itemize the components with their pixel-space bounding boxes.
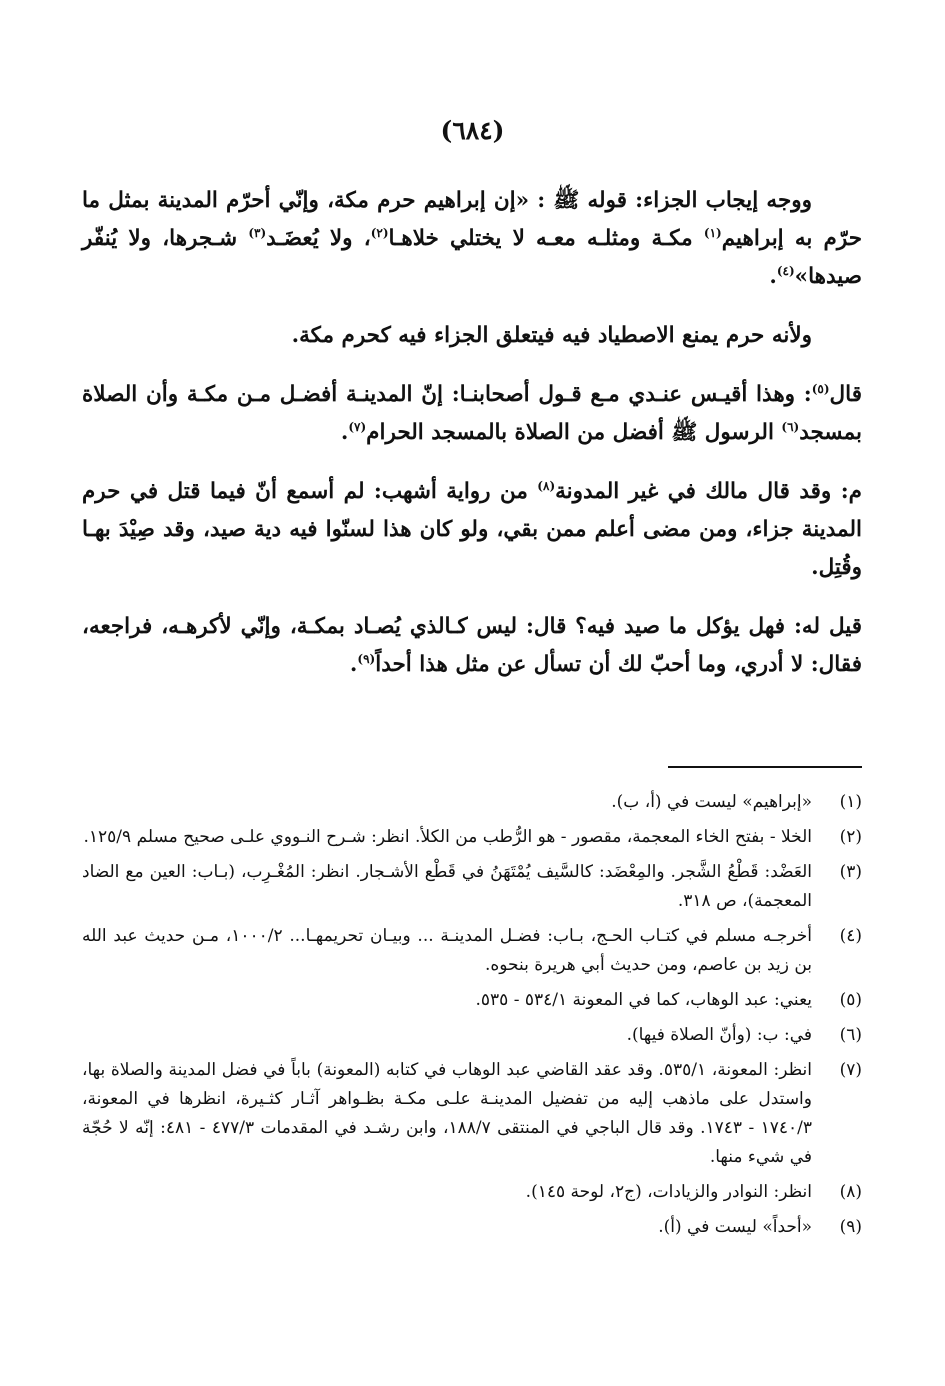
paragraph (82, 182, 862, 296)
footnote-item (82, 788, 862, 817)
footnote-ref[interactable]: (٥) (811, 381, 830, 396)
paragraph (82, 376, 862, 452)
page-number: (٦٨٤) (440, 116, 505, 145)
footnote-item (82, 1178, 862, 1207)
footnote-ref[interactable]: (٨) (537, 478, 556, 493)
paragraph-text: قال (829, 382, 862, 407)
paragraph-text: . (769, 264, 777, 289)
paragraph-text: : وهذا أقيـس عنـدي مـع قـول أصحابنـا: إنّ المدينـة أفضـل مـن مكـة وأن الصلاة بمسجد (82, 382, 862, 445)
footnote-text: انظر: النوادر والزيادات، (ج٢، لوحة ١٤٥). (525, 1182, 812, 1202)
footnote-item (82, 858, 862, 916)
paragraph-text: ووجه إيجاب الجزاء: قوله ﷺ : «إن إبراهيم حرم مكة، وإنّي أحرّم المدينة بمثل ما حرّم به إبراهيم (82, 188, 863, 251)
paragraph-text: ولأنه حرم يمنع الاصطياد فيه فيتعلق الجزاء فيه كحرم مكة. (291, 323, 812, 348)
footnote-number: (٧) (839, 1060, 862, 1080)
footnote-divider (668, 766, 862, 768)
footnote-text: «أحداً» ليست في (أ). (658, 1217, 812, 1237)
footnote-number: (٦) (839, 1025, 862, 1045)
paragraph-text: مكـة ومثلـه معـه لا يختلي خلاهـا (388, 226, 704, 251)
paragraph (82, 608, 862, 684)
footnote-number: (١) (839, 792, 862, 812)
footnote-number: (٤) (839, 926, 862, 946)
footnote-item (82, 1213, 862, 1242)
paragraph-text: من رواية أشهب: لم أسمع أنّ فيما قتل في حرم المدينة جزاء، ومن مضى أعلم ممن بقي، ولو كان هذا لسنّوا فيه دية صيد، وقد صِيْدَ بهـا وقُتِل. (82, 479, 862, 580)
paragraph-text: قيل له: فهل يؤكل ما صيد فيه؟ قال: ليس كـالذي يُصـاد بمكـة، وإنّي لأكرهـه، فراجعه، فقال: لا أدري، وما أحبّ لك أن تسأل عن مثل هذا أحداً (82, 614, 862, 677)
paragraph (82, 317, 862, 355)
footnote-ref[interactable]: (٦) (781, 419, 800, 434)
footnote-number: (٢) (839, 827, 862, 847)
footnote-text: انظر: المعونة، ٥٣٥/١. وقد عقد القاضي عبد الوهاب في كتابه (المعونة) باباً في فضل المدينة والصلاة بها، واستدل على ماذهب إليه من تفضيل المدينـة علـى مكـة بظـواهر آثـار كثـيرة، انظرها في المعونة، ١٧٤٠/٣ - ١٧٤٣. وقد قال الباجي في المنتقى ١٨٨/٧، وابن رشـد في المقدمات ٤٧٧/٣ - ٤٨١: إنّه لا حُجّة في شيء منها. (82, 1060, 812, 1167)
paragraph-text: الرسول ﷺ أفضل من الصلاة بالمسجد الحرام (366, 420, 782, 445)
paragraph-text: ، ولا يُعضَـد (266, 226, 371, 251)
footnote-ref[interactable]: (١) (703, 225, 722, 240)
footnote-text: «إبراهيم» ليست في (أ، ب). (611, 792, 812, 812)
footnote-item (82, 922, 862, 980)
paragraph-text: . (340, 420, 349, 445)
footnote-ref[interactable]: (٢) (370, 225, 389, 240)
footnote-text: أخرجـه مسلم في كتـاب الحـج، بـاب: فضـل المدينـة ... وبيـان تحريمهـا... ١٠٠٠/٢، مـن حديث عبد الله بن زيد بن عاصم، ومن حديث أبي هريرة بنحوه. (82, 926, 813, 975)
footnotes-list (82, 788, 862, 1248)
footnote-number: (٥) (839, 990, 862, 1010)
footnote-text: في: ب: (وأنّ الصلاة فيها). (626, 1025, 812, 1045)
paragraph-text: م: وقد قال مالك في غير المدونة (555, 479, 862, 504)
footnote-item (82, 986, 862, 1015)
footnote-number: (٨) (839, 1182, 862, 1202)
footnote-text: العَضْد: قَطْعُ الشَّجر. والمِعْضَد: كالسَّيف يُمْتَهَنُ في قَطْع الأشـجار. انظر: المُغْـرِب، (بـاب: العين مع الضاد المعجمة)، ص ٣١٨. (82, 862, 812, 911)
footnote-ref[interactable]: (٣) (248, 225, 267, 240)
footnote-item (82, 823, 862, 852)
paragraph (82, 473, 862, 587)
footnote-ref[interactable]: (٧) (348, 419, 367, 434)
footnote-item (82, 1021, 862, 1050)
paragraph-text: شـجرها، ولا يُنفّر صيدها» (82, 226, 862, 289)
main-text (82, 182, 862, 705)
footnote-number: (٩) (839, 1217, 862, 1237)
footnote-ref[interactable]: (٤) (776, 263, 795, 278)
paragraph-text: . (349, 652, 358, 677)
footnote-number: (٣) (839, 862, 862, 882)
footnote-text: يعني: عبد الوهاب، كما في المعونة ٥٣٤/١ - ٥٣٥. (475, 990, 812, 1010)
footnote-ref[interactable]: (٩) (357, 651, 376, 666)
footnote-text: الخلا - بفتح الخاء المعجمة، مقصور - هو الرُّطب من الكلأ. انظر: شـرح النـووي علـى صحيح مسلم ١٢٥/٩. (83, 827, 812, 847)
footnote-item (82, 1056, 862, 1172)
